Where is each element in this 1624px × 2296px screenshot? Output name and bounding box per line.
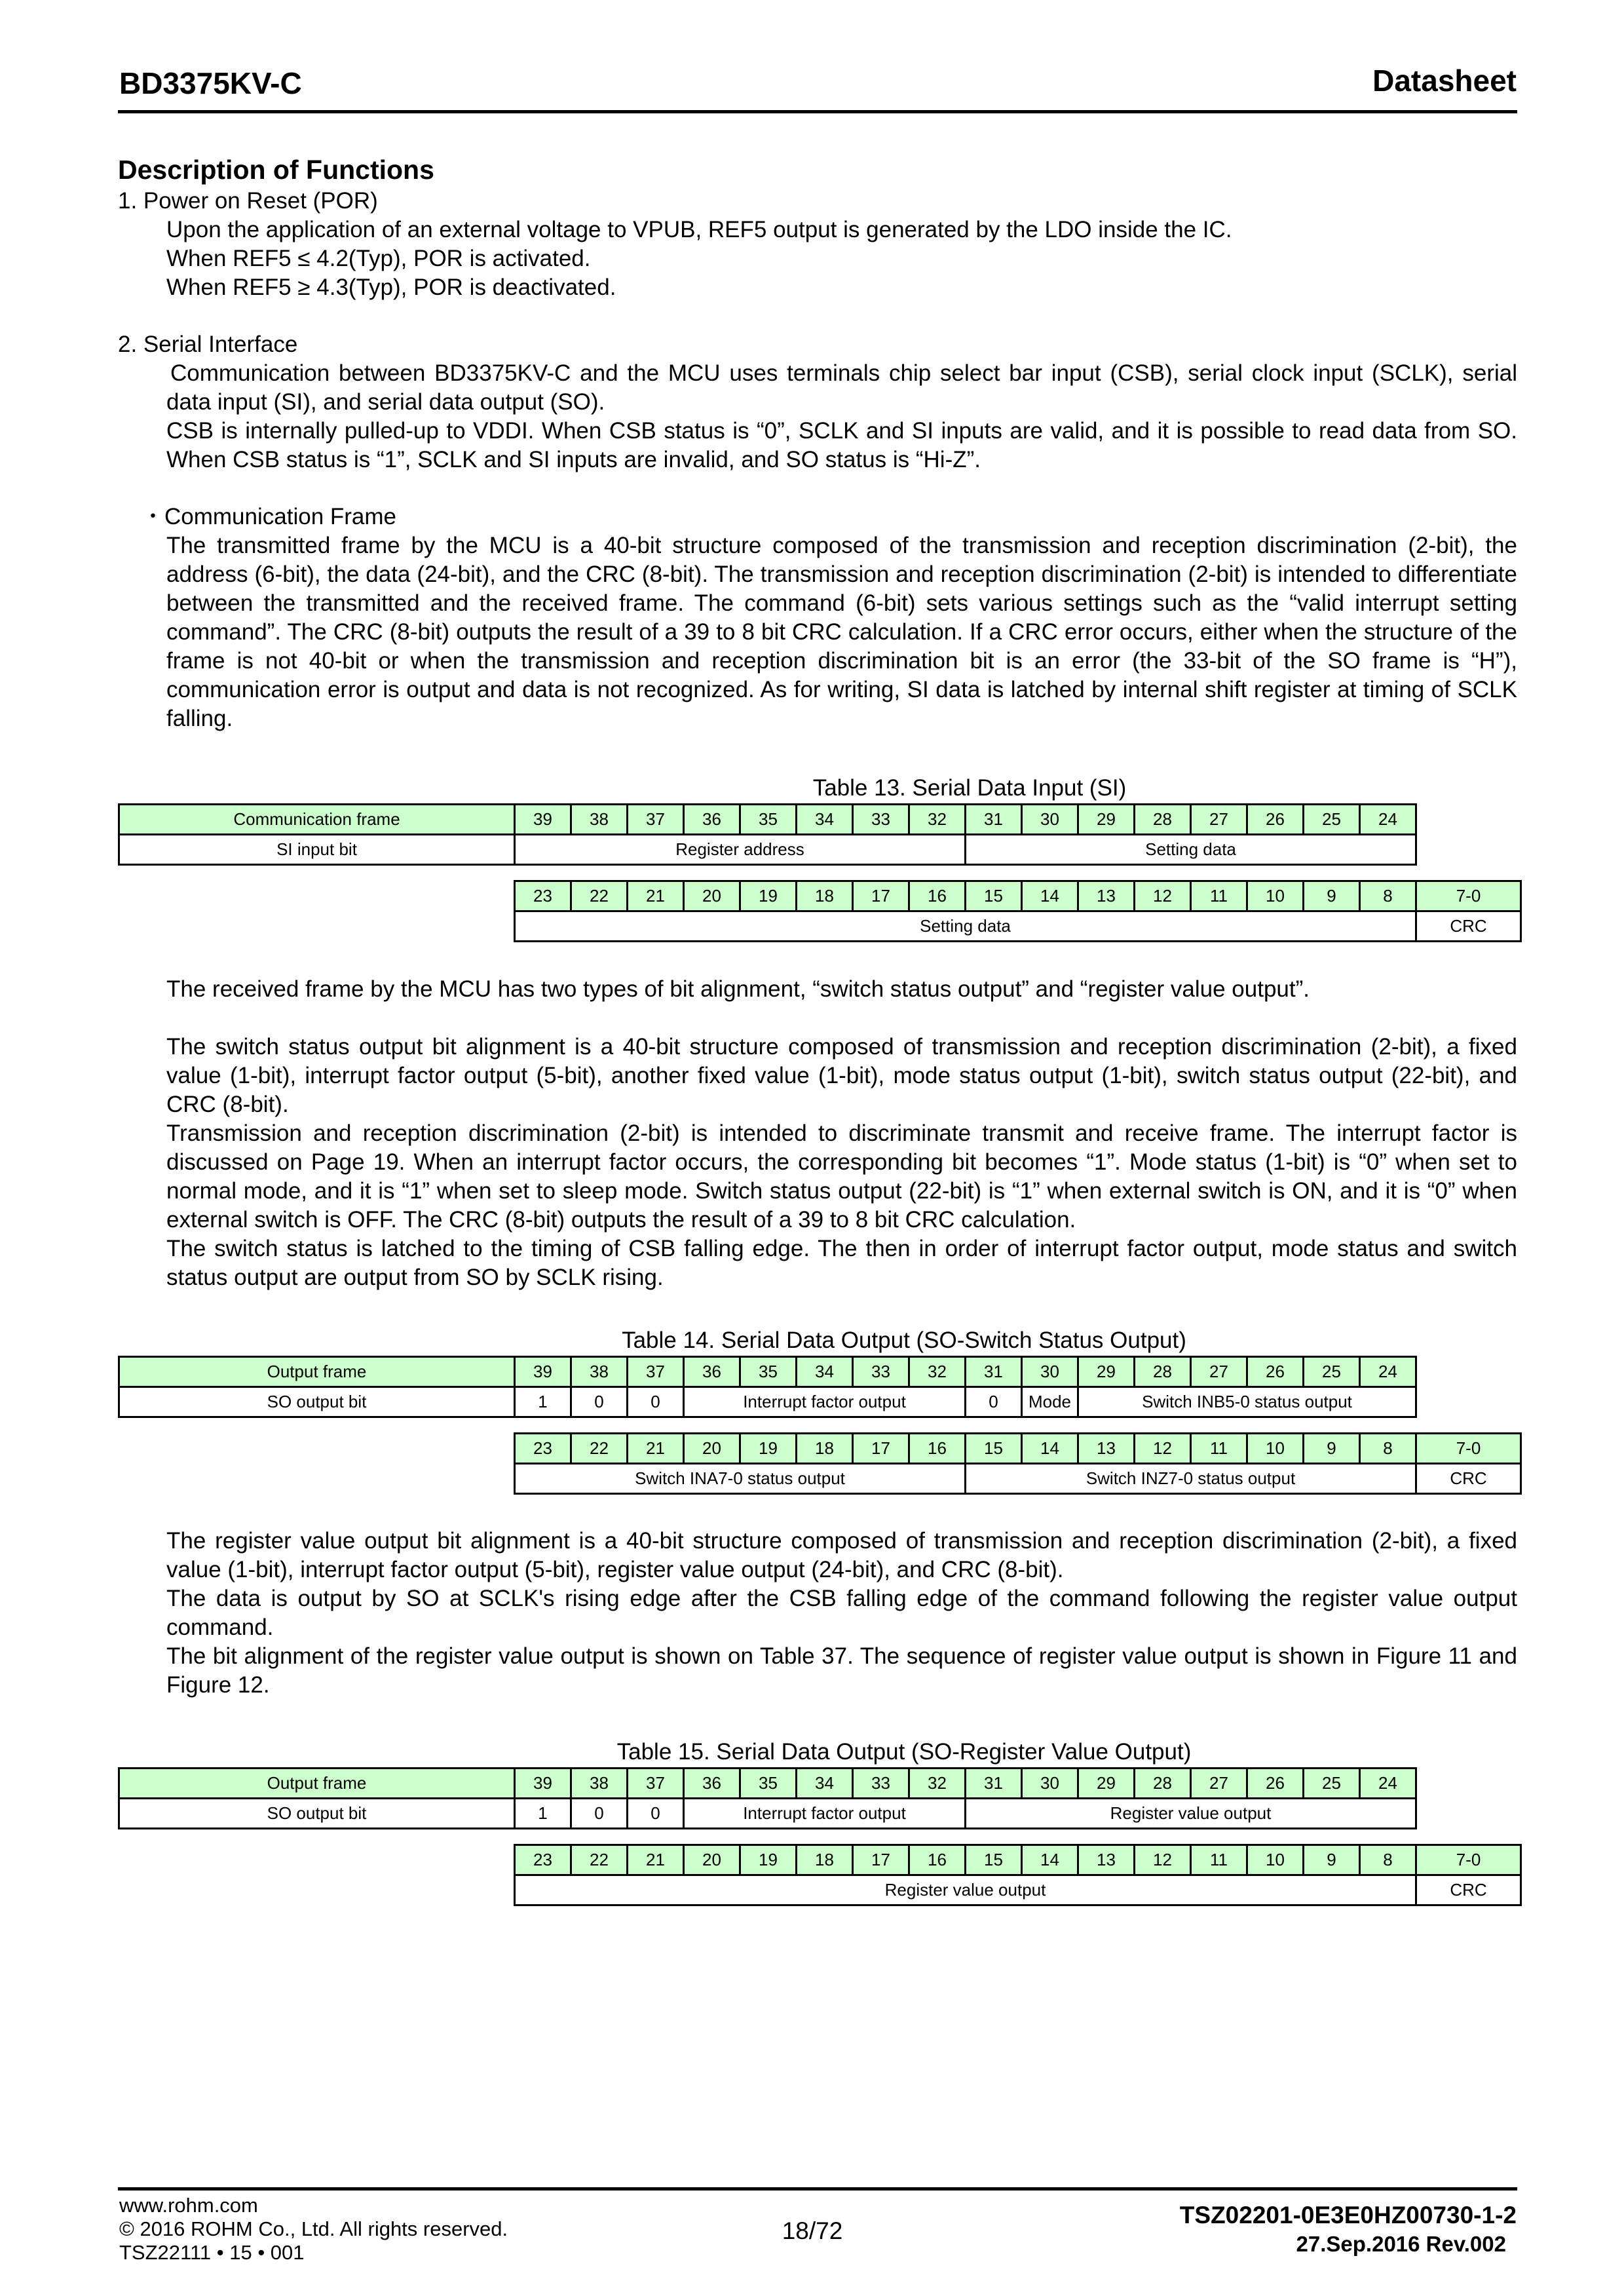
bit-20: 20 [684,881,740,911]
value-38: 0 [571,1799,628,1829]
bit-15: 15 [966,1845,1022,1875]
table13-bit-label: SI input bit [119,835,515,865]
register-address-cell: Register address [515,835,966,865]
part-number: BD3375KV-C [119,66,302,100]
bit-19: 19 [740,881,797,911]
bit-13: 13 [1078,881,1135,911]
table15-value-row [119,1799,1416,1829]
bit-23: 23 [515,881,571,911]
bit-7-0: 7-0 [1416,1434,1521,1464]
date-revision: 27.Sep.2016 Rev.002 [1296,2232,1506,2256]
header-rule [118,110,1517,113]
bit-16: 16 [909,1845,966,1875]
bit-25: 25 [1304,1769,1360,1799]
bit-31: 31 [966,1357,1022,1387]
bit-35: 35 [740,805,797,835]
bit-17: 17 [853,1434,909,1464]
bit-33: 33 [853,805,909,835]
mode-cell: Mode [1022,1387,1078,1417]
setting-data-low-cell: Setting data [515,911,1416,942]
bit-15: 15 [966,881,1022,911]
frame-bullet: ・Communication Frame [142,504,396,529]
bit-23: 23 [515,1434,571,1464]
bit-10: 10 [1247,1434,1304,1464]
bit-12: 12 [1135,881,1191,911]
table13-value-row [119,835,1416,865]
bit-34: 34 [797,1769,853,1799]
table15-low-value-row [515,1875,1521,1905]
so-para: The data is output by SO at SCLK's rising edge after the CSB falling edge of the command following the register value output command. [166,1586,1517,1640]
bit-38: 38 [571,1769,628,1799]
bit-17: 17 [853,881,909,911]
bit-37: 37 [628,805,684,835]
interrupt-factor-cell: Interrupt factor output [684,1799,966,1829]
table14-value-row [119,1387,1416,1417]
bit-23: 23 [515,1845,571,1875]
table13-frame-label: Communication frame [119,805,515,835]
bit-14: 14 [1022,1434,1078,1464]
bit-15: 15 [966,1434,1022,1464]
por-line-2: When REF5 ≤ 4.2(Typ), POR is activated. [166,246,591,271]
bit-13: 13 [1078,1845,1135,1875]
bit-21: 21 [628,1845,684,1875]
bit-24: 24 [1360,1357,1416,1387]
value-37: 0 [628,1799,684,1829]
table14-bit-label: SO output bit [119,1387,515,1417]
bit-28: 28 [1135,1357,1191,1387]
por-line-3: When REF5 ≥ 4.3(Typ), POR is deactivated. [166,275,616,300]
bit-36: 36 [684,1357,740,1387]
bit-28: 28 [1135,805,1191,835]
bit-16: 16 [909,881,966,911]
bit-7-0: 7-0 [1416,1845,1521,1875]
table15-frame-label: Output frame [119,1769,515,1799]
table13-low-value-row [515,911,1521,942]
bit-10: 10 [1247,1845,1304,1875]
bit-30: 30 [1022,805,1078,835]
bit-29: 29 [1078,1769,1135,1799]
bit-19: 19 [740,1434,797,1464]
bit-11: 11 [1191,1845,1247,1875]
bit-14: 14 [1022,881,1078,911]
bit-9: 9 [1304,881,1360,911]
received-para: The received frame by the MCU has two types of bit alignment, “switch status output” and “register value output”. [166,976,1310,1002]
table13-bottom [514,880,1522,942]
footer-copyright: © 2016 ROHM Co., Ltd. All rights reserved. [119,2217,508,2240]
footer-url: www.rohm.com [119,2194,258,2217]
table13-caption: Table 13. Serial Data Input (SI) [812,775,1127,801]
section-title: Description of Functions [118,155,434,185]
bit-24: 24 [1360,805,1416,835]
bit-19: 19 [740,1845,797,1875]
bit-39: 39 [515,1357,571,1387]
doc-type: Datasheet [1372,64,1517,98]
bit-34: 34 [797,805,853,835]
table14-top [118,1356,1417,1418]
table13-low-bit-row [515,881,1521,911]
table14-low-value-row [515,1464,1521,1494]
bit-33: 33 [853,1357,909,1387]
bit-9: 9 [1304,1434,1360,1464]
bit-22: 22 [571,1845,628,1875]
bit-17: 17 [853,1845,909,1875]
bit-24: 24 [1360,1769,1416,1799]
bit-25: 25 [1304,805,1360,835]
inb-status-cell: Switch INB5-0 status output [1078,1387,1416,1417]
table14-bit-row [119,1357,1416,1387]
bit-38: 38 [571,1357,628,1387]
bit-14: 14 [1022,1845,1078,1875]
bit-11: 11 [1191,1434,1247,1464]
inz-status-cell: Switch INZ7-0 status output [966,1464,1416,1494]
bit-29: 29 [1078,1357,1135,1387]
bit-8: 8 [1360,1434,1416,1464]
por-line-1: Upon the application of an external voltage to VPUB, REF5 output is generated by the LDO inside the IC. [166,217,1232,242]
crc-cell: CRC [1416,1875,1521,1905]
table15-top [118,1767,1417,1829]
bit-10: 10 [1247,881,1304,911]
bit-36: 36 [684,805,740,835]
bit-20: 20 [684,1434,740,1464]
switch-para: The switch status output bit alignment is a 40-bit structure composed of transmission and reception discrimination (2-bit), a fixed value (1-bit), interrupt factor output (5-bit), another fixed value (1-bit), mode status output (1-bit), switch status output (22-bit), and CRC (8-bit). [166,1034,1517,1117]
bit-37: 37 [628,1769,684,1799]
crc-cell: CRC [1416,1464,1521,1494]
value-39: 1 [515,1799,571,1829]
bit-32: 32 [909,1357,966,1387]
ina-status-cell: Switch INA7-0 status output [515,1464,966,1494]
bit-26: 26 [1247,1357,1304,1387]
bit-30: 30 [1022,1357,1078,1387]
discrim-para: Transmission and reception discrimination (2-bit) is intended to discriminate transmit and receive frame. The interrupt factor is discussed on Page 19. When an interrupt factor occurs, the corresponding bit becomes “1”. Mode status (1-bit) is “0” when set to normal mode, and it is “1” when set to sleep mode. Switch status output (22-bit) is “1” when external switch is ON, and it is “0” when external switch is OFF. The CRC (8-bit) outputs the result of a 39 to 8 bit CRC calculation. [166,1120,1517,1233]
bit-11: 11 [1191,881,1247,911]
table15-caption: Table 15. Serial Data Output (SO-Register Value Output) [616,1739,1192,1765]
bit-13: 13 [1078,1434,1135,1464]
value-31: 0 [966,1387,1022,1417]
bit-30: 30 [1022,1769,1078,1799]
table15-low-bit-row [515,1845,1521,1875]
interrupt-factor-cell: Interrupt factor output [684,1387,966,1417]
bit-20: 20 [684,1845,740,1875]
bit-18: 18 [797,1434,853,1464]
bit-35: 35 [740,1769,797,1799]
bit-18: 18 [797,881,853,911]
serial-para-2: CSB is internally pulled-up to VDDI. When CSB status is “0”, SCLK and SI inputs are valid, and it is possible to read data from SO. When CSB status is “1”, SCLK and SI inputs are invalid, and SO status is “Hi-Z”. [166,418,1517,472]
table37-para: The bit alignment of the register value output is shown on Table 37. The sequence of register value output is shown in Figure 11 and Figure 12. [166,1643,1517,1698]
por-heading: 1. Power on Reset (POR) [118,188,378,214]
doc-number: TSZ02201-0E3E0HZ00730-1-2 [1179,2202,1517,2229]
register-para: The register value output bit alignment is a 40-bit structure composed of transmission and reception discrimination (2-bit), a fixed value (1-bit), interrupt factor output (5-bit), register value output (24-bit), and CRC (8-bit). [166,1528,1517,1582]
bit-8: 8 [1360,881,1416,911]
table15-bottom [514,1844,1522,1906]
bit-22: 22 [571,1434,628,1464]
table14-frame-label: Output frame [119,1357,515,1387]
bit-7-0: 7-0 [1416,881,1521,911]
bit-12: 12 [1135,1845,1191,1875]
bit-18: 18 [797,1845,853,1875]
frame-para: The transmitted frame by the MCU is a 40-bit structure composed of the transmission and reception discrimination (2-bit), the address (6-bit), the data (24-bit), and the CRC (8-bit). The transmission and reception discrimination (2-bit) is intended to differentiate between the transmitted and the received frame. The command (6-bit) sets various settings such as the “valid interrupt setting command”. The CRC (8-bit) outputs the result of a 39 to 8 bit CRC calculation. If a CRC error occurs, either when the structure of the frame is not 40-bit or when the transmission and reception discrimination bit is an error (the 33-bit of the SO frame is “H”), communication error is output and data is not recognized. As for writing, SI data is latched by internal shift register at timing of SCLK falling. [166,533,1517,731]
bit-27: 27 [1191,1769,1247,1799]
bit-39: 39 [515,805,571,835]
table14-low-bit-row [515,1434,1521,1464]
bit-12: 12 [1135,1434,1191,1464]
bit-21: 21 [628,881,684,911]
value-38: 0 [571,1387,628,1417]
bit-36: 36 [684,1769,740,1799]
bit-25: 25 [1304,1357,1360,1387]
bit-8: 8 [1360,1845,1416,1875]
bit-27: 27 [1191,805,1247,835]
bit-31: 31 [966,1769,1022,1799]
bit-31: 31 [966,805,1022,835]
bit-16: 16 [909,1434,966,1464]
serial-para-1: Communication between BD3375KV-C and the MCU uses terminals chip select bar input (CSB), serial clock input (SCLK), serial data input (SI), and serial data output (SO). [166,360,1517,415]
bit-32: 32 [909,805,966,835]
bit-26: 26 [1247,805,1304,835]
bit-33: 33 [853,1769,909,1799]
bit-21: 21 [628,1434,684,1464]
bit-28: 28 [1135,1769,1191,1799]
bit-38: 38 [571,805,628,835]
bit-22: 22 [571,881,628,911]
value-37: 0 [628,1387,684,1417]
footer-rule [118,2187,1517,2191]
setting-data-high-cell: Setting data [966,835,1416,865]
value-39: 1 [515,1387,571,1417]
table13-bit-row [119,805,1416,835]
crc-cell: CRC [1416,911,1521,942]
bit-29: 29 [1078,805,1135,835]
serial-heading: 2. Serial Interface [118,332,298,357]
bit-9: 9 [1304,1845,1360,1875]
footer-code: TSZ22111 • 15 • 001 [119,2241,305,2264]
bit-34: 34 [797,1357,853,1387]
bit-35: 35 [740,1357,797,1387]
bit-32: 32 [909,1769,966,1799]
bit-26: 26 [1247,1769,1304,1799]
register-value-low-cell: Register value output [515,1875,1416,1905]
bit-37: 37 [628,1357,684,1387]
table14-bottom [514,1432,1522,1495]
table15-bit-label: SO output bit [119,1799,515,1829]
table14-caption: Table 14. Serial Data Output (SO-Switch Status Output) [622,1328,1186,1353]
latch-para: The switch status is latched to the timing of CSB falling edge. The then in order of interrupt factor output, mode status and switch status output are output from SO by SCLK rising. [166,1236,1517,1290]
page-number: 18/72 [782,2217,843,2244]
table13-top [118,803,1417,866]
bit-39: 39 [515,1769,571,1799]
register-value-high-cell: Register value output [966,1799,1416,1829]
bit-27: 27 [1191,1357,1247,1387]
table15-bit-row [119,1769,1416,1799]
